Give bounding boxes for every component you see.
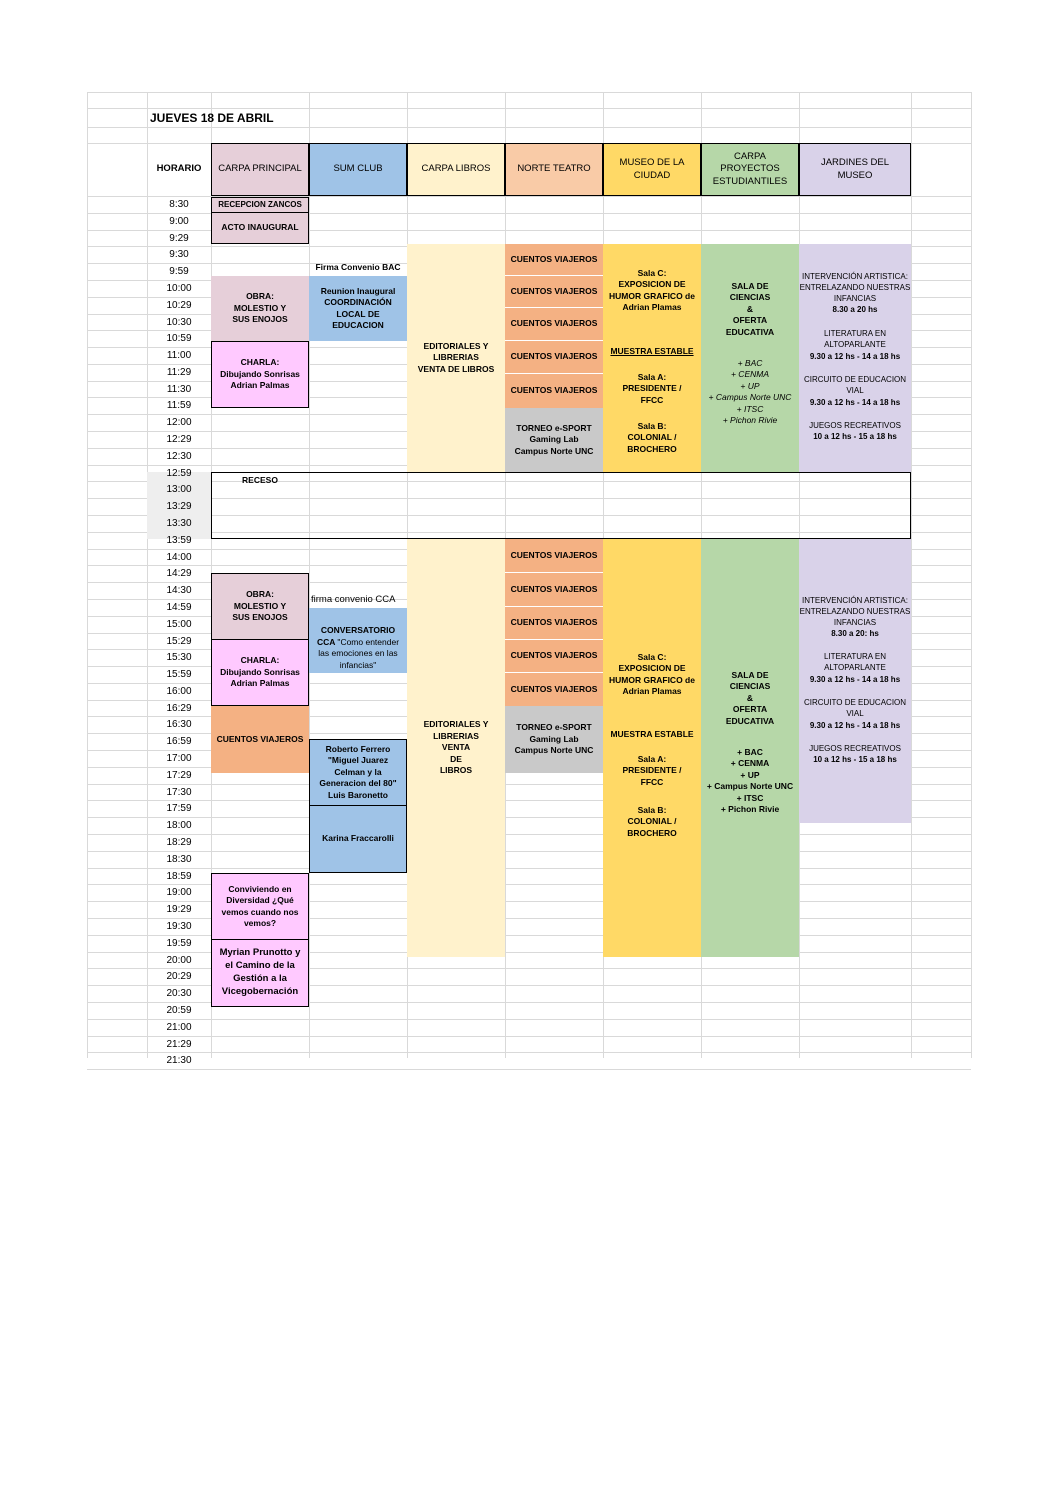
time-slot: 11:29 xyxy=(166,367,192,378)
jardines-literatura-morning: LITERATURA EN ALTOPARLANTE xyxy=(823,329,887,350)
museo-sala-a-afternoon: Sala A: PRESIDENTE / FFCC xyxy=(622,754,682,787)
header-carpa-principal: CARPA PRINCIPAL xyxy=(211,143,309,196)
proyectos-title-morning: SALA DE CIENCIAS & OFERTA EDUCATIVA xyxy=(725,281,775,337)
event-obra-afternoon: OBRA: MOLESTIO Y SUS ENOJOS xyxy=(211,573,309,640)
jardines-intervencion-afternoon: INTERVENCIÓN ARTISTICA: ENTRELAZANDO NUESTRAS INFANCIAS xyxy=(799,596,911,628)
time-slot: 13:59 xyxy=(166,535,192,546)
time-slot: 19:59 xyxy=(166,938,192,949)
event-conviviendo: Conviviendo en Diversidad ¿Qué vemos cuando nos vemos? xyxy=(211,873,309,940)
event-cuentos-afternoon-3: CUENTOS VIAJEROS xyxy=(505,607,603,640)
event-charla-morning: CHARLA: Dibujando Sonrisas Adrian Palmas xyxy=(211,341,309,408)
header-jardines-museo: JARDINES DEL MUSEO xyxy=(799,143,911,196)
jardines-circuito-hora-morning: 9.30 a 12 hs - 14 a 18 hs xyxy=(809,398,901,407)
event-reunion-inaugural: Reunion Inaugural COORDINACIÓN LOCAL DE EDUCACION xyxy=(309,276,407,341)
time-slot: 15:30 xyxy=(166,652,192,663)
event-firma-cca: firma convenio CCA xyxy=(311,593,396,605)
event-recepcion-zancos: RECEPCION ZANCOS xyxy=(211,197,309,212)
time-slot: 12:00 xyxy=(166,417,192,428)
event-cuentos-afternoon-5: CUENTOS VIAJEROS xyxy=(505,673,603,706)
header-carpa-proyectos: CARPA PROYECTOS ESTUDIANTILES xyxy=(701,143,799,196)
time-slot: 16:30 xyxy=(166,719,192,730)
header-horario: HORARIO xyxy=(156,163,202,175)
event-firma-bac: Firma Convenio BAC xyxy=(315,262,401,273)
museo-sala-c-afternoon: Sala C: EXPOSICION DE HUMOR GRAFICO de Adrian Plamas xyxy=(609,652,695,697)
grid-col-line xyxy=(911,92,912,1058)
grid-row-line xyxy=(87,1052,971,1053)
time-slot: 11:59 xyxy=(166,400,192,411)
jardines-circuito-afternoon: CIRCUITO DE EDUCACION VIAL xyxy=(803,698,907,719)
grid-row-line xyxy=(87,108,971,109)
time-slot: 12:29 xyxy=(166,434,192,445)
time-slot: 18:29 xyxy=(166,837,192,848)
jardines-circuito-morning: CIRCUITO DE EDUCACION VIAL xyxy=(803,375,907,396)
grid-row-line xyxy=(87,1019,971,1020)
grid-row-line xyxy=(87,92,971,93)
grid-col-line xyxy=(971,92,972,1058)
proyectos-list-morning: + BAC + CENMA + UP + Campus Norte UNC + ITSC + Pichon Rivie xyxy=(708,358,792,426)
jardines-intervencion-hora-afternoon: 8.30 a 20: hs xyxy=(831,629,879,638)
time-slot: 13:30 xyxy=(166,518,192,529)
time-slot: 13:00 xyxy=(166,484,192,495)
proyectos-list-afternoon: + BAC + CENMA + UP + Campus Norte UNC + ITSC + Pichon Rivie xyxy=(706,747,794,815)
time-slot: 20:29 xyxy=(166,971,192,982)
jardines-juegos-afternoon: JUEGOS RECREATIVOS xyxy=(809,744,901,753)
event-cuentos-morning-5: CUENTOS VIAJEROS xyxy=(505,374,603,408)
conversatorio-title: CONVERSATORIO CCA xyxy=(316,625,396,647)
jardines-juegos-morning: JUEGOS RECREATIVOS xyxy=(809,421,901,430)
event-cuentos-afternoon-2: CUENTOS VIAJEROS xyxy=(505,573,603,607)
event-cuentos-carpa-afternoon: CUENTOS VIAJEROS xyxy=(211,706,309,773)
time-slot: 10:59 xyxy=(166,333,192,344)
time-slot: 14:00 xyxy=(166,552,192,563)
header-museo-ciudad: MUSEO DE LA CIUDAD xyxy=(603,143,701,196)
event-cuentos-morning-4: CUENTOS VIAJEROS xyxy=(505,341,603,374)
time-slot: 16:00 xyxy=(166,686,192,697)
time-slot: 9:00 xyxy=(169,216,189,227)
time-slot: 12:30 xyxy=(166,451,192,462)
event-torneo-afternoon: TORNEO e-SPORT Gaming Lab Campus Norte UNC xyxy=(505,706,603,773)
event-editoriales-afternoon: EDITORIALES Y LIBRERIAS VENTA DE LIBROS xyxy=(407,539,505,957)
time-slot: 18:30 xyxy=(166,854,192,865)
jardines-literatura-hora-morning: 9.30 a 12 hs - 14 a 18 hs xyxy=(809,352,901,361)
event-charla-afternoon: CHARLA: Dibujando Sonrisas Adrian Palmas xyxy=(211,640,309,706)
time-slot: 19:30 xyxy=(166,921,192,932)
time-slot: 15:00 xyxy=(166,619,192,630)
event-acto-inaugural: ACTO INAUGURAL xyxy=(211,212,309,244)
event-obra-morning: OBRA: MOLESTIO Y SUS ENOJOS xyxy=(211,276,309,341)
event-torneo-morning: TORNEO e-SPORT Gaming Lab Campus Norte UNC xyxy=(505,408,603,472)
header-norte-teatro: NORTE TEATRO xyxy=(505,143,603,196)
time-slot: 14:59 xyxy=(166,602,192,613)
time-slot: 15:59 xyxy=(166,669,192,680)
grid-row-line xyxy=(87,868,971,869)
event-cuentos-afternoon-1: CUENTOS VIAJEROS xyxy=(505,539,603,573)
jardines-literatura-afternoon: LITERATURA EN ALTOPARLANTE xyxy=(823,652,887,673)
time-slot: 19:29 xyxy=(166,904,192,915)
time-slot: 8:30 xyxy=(169,199,189,210)
grid-row-line xyxy=(87,1069,971,1070)
jardines-intervencion-morning: INTERVENCIÓN ARTISTICA: ENTRELAZANDO NUESTRAS INFANCIAS xyxy=(799,272,911,304)
event-cuentos-morning-2: CUENTOS VIAJEROS xyxy=(505,276,603,308)
jardines-juegos-hora-afternoon: 10 a 12 hs - 15 a 18 hs xyxy=(813,755,897,764)
grid-row-line xyxy=(87,851,971,852)
time-slot: 11:00 xyxy=(166,350,192,361)
time-slot: 14:29 xyxy=(166,568,192,579)
event-receso: RECESO xyxy=(242,474,278,485)
time-slot: 20:00 xyxy=(166,955,192,966)
time-slot: 9:59 xyxy=(169,266,189,277)
time-slot: 12:59 xyxy=(166,468,192,479)
time-slot: 18:00 xyxy=(166,820,192,831)
museo-muestra-morning: MUESTRA ESTABLE xyxy=(610,346,694,356)
time-slot: 21:30 xyxy=(166,1055,192,1066)
receso-box xyxy=(211,472,911,539)
time-slot: 20:59 xyxy=(166,1005,192,1016)
schedule-sheet xyxy=(87,92,971,1066)
jardines-circuito-hora-afternoon: 9.30 a 12 hs - 14 a 18 hs xyxy=(809,721,901,730)
header-carpa-libros: CARPA LIBROS xyxy=(407,143,505,196)
grid-col-line xyxy=(87,92,88,1058)
grid-row-line xyxy=(87,127,971,128)
time-slot: 16:59 xyxy=(166,736,192,747)
jardines-juegos-hora-morning: 10 a 12 hs - 15 a 18 hs xyxy=(813,432,897,441)
time-slot: 21:29 xyxy=(166,1039,192,1050)
time-slot: 15:29 xyxy=(166,636,192,647)
time-slot: 20:30 xyxy=(166,988,192,999)
event-cuentos-morning-3: CUENTOS VIAJEROS xyxy=(505,308,603,341)
time-slot: 13:29 xyxy=(166,501,192,512)
time-slot: 17:30 xyxy=(166,787,192,798)
event-museo-morning xyxy=(603,244,701,472)
event-jardines-afternoon xyxy=(799,539,911,823)
time-slot: 11:30 xyxy=(166,384,192,395)
proyectos-title-afternoon: SALA DE CIENCIAS & OFERTA EDUCATIVA xyxy=(725,670,775,726)
event-myrian: Myrian Prunotto y el Camino de la Gestión a la Vicegobernación xyxy=(211,940,309,1007)
time-slot: 17:29 xyxy=(166,770,192,781)
museo-sala-c-morning: Sala C: EXPOSICION DE HUMOR GRAFICO de Adrian Plamas xyxy=(609,268,695,313)
museo-sala-a-morning: Sala A: PRESIDENTE / FFCC xyxy=(622,372,682,405)
time-slot: 9:30 xyxy=(169,249,189,260)
event-conversatorio xyxy=(309,608,407,673)
event-karina: Karina Fraccarolli xyxy=(309,806,407,873)
time-slot: 19:00 xyxy=(166,887,192,898)
time-slot: 21:00 xyxy=(166,1022,192,1033)
event-roberto-ferrero: Roberto Ferrero "Miguel Juarez Celman y la Generacion del 80" Luis Baronetto xyxy=(309,739,407,806)
museo-muestra-afternoon: MUESTRA ESTABLE xyxy=(610,729,694,739)
time-slot: 10:30 xyxy=(166,317,192,328)
conversatorio-text: "Como entender las emociones en las infancias" xyxy=(318,636,400,670)
time-slot: 18:59 xyxy=(166,871,192,882)
jardines-literatura-hora-afternoon: 9.30 a 12 hs - 14 a 18 hs xyxy=(809,675,901,684)
time-slot: 14:30 xyxy=(166,585,192,596)
time-slot: 10:00 xyxy=(166,283,192,294)
page-title: JUEVES 18 DE ABRIL xyxy=(150,111,274,125)
event-museo-afternoon xyxy=(603,539,701,957)
header-sum-club: SUM CLUB xyxy=(309,143,407,196)
time-slot: 9:29 xyxy=(169,233,189,244)
grid-row-line xyxy=(87,834,971,835)
event-editoriales-morning: EDITORIALES Y LIBRERIAS VENTA DE LIBROS xyxy=(407,244,505,472)
time-slot: 16:29 xyxy=(166,703,192,714)
event-jardines-morning xyxy=(799,244,911,472)
event-proyectos-afternoon xyxy=(701,539,799,957)
event-cuentos-afternoon-4: CUENTOS VIAJEROS xyxy=(505,640,603,673)
time-slot: 10:29 xyxy=(166,300,192,311)
time-slot: 17:59 xyxy=(166,803,192,814)
event-cuentos-morning-1: CUENTOS VIAJEROS xyxy=(505,244,603,276)
time-slot: 17:00 xyxy=(166,753,192,764)
museo-sala-b-morning: Sala B: COLONIAL / BROCHERO xyxy=(627,421,677,454)
jardines-intervencion-hora-morning: 8.30 a 20 hs xyxy=(832,305,878,314)
museo-sala-b-afternoon: Sala B: COLONIAL / BROCHERO xyxy=(627,805,677,838)
event-proyectos-morning xyxy=(701,244,799,472)
grid-col-line xyxy=(309,92,310,1058)
grid-row-line xyxy=(87,1036,971,1037)
